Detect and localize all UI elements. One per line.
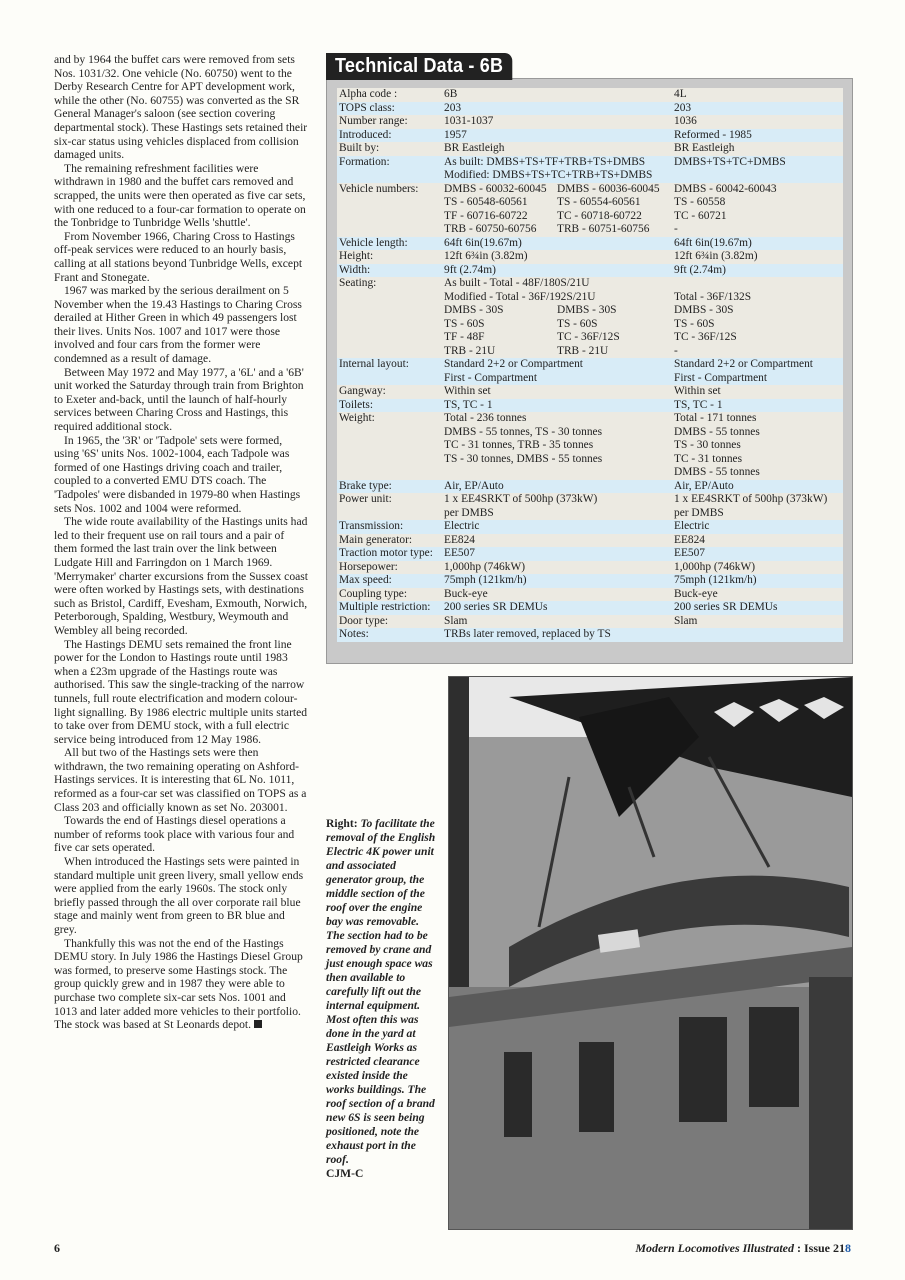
tech-value-4l: Slam	[672, 615, 843, 629]
tech-value-4l: 4L	[672, 88, 843, 102]
tech-label: Traction motor type:	[337, 547, 442, 561]
tech-label	[337, 210, 442, 224]
tech-row	[337, 345, 843, 359]
tech-row	[337, 453, 843, 467]
tech-value-6b: 203	[442, 102, 672, 116]
tech-value-4l: 1036	[672, 115, 843, 129]
tech-value-4l	[672, 169, 843, 183]
tech-row	[337, 210, 843, 224]
caption-lead: Right:	[326, 817, 358, 830]
tech-value-4l: 203	[672, 102, 843, 116]
tech-label: Notes:	[337, 628, 442, 642]
tech-value-6b: As built - Total - 48F/180S/21U	[442, 277, 672, 291]
tech-value-4l: TS, TC - 1	[672, 399, 843, 413]
tech-value-4l: TC - 60721	[672, 210, 843, 224]
issue-label: : Issue 21	[793, 1241, 845, 1255]
body-paragraph: Between May 1972 and May 1977, a '6L' and a '6B' unit worked the Saturday through train from Brighton to Exeter and-back, until the launch of half-hourly services between Charing Cross and Hastings, this required additional stock.	[54, 365, 304, 434]
tech-label	[337, 196, 442, 210]
tech-value-4l: Standard 2+2 or Compartment	[672, 358, 843, 372]
tech-value-4l: per DMBS	[672, 507, 843, 521]
tech-row	[337, 426, 843, 440]
tech-value-4l: 1,000hp (746kW)	[672, 561, 843, 575]
body-paragraph: The Hastings DEMU sets remained the front line power for the London to Hastings route until 1983 when a £23m upgrade of the Hastings route was authorised. This saw the single-tracking of the narrow tunnels, full route electrification and modern colour-light signalling. By 1986 electric multiple units started to take over from DEMU stock, with a full electric service being introduced from 12 May 1986.	[54, 637, 308, 746]
tech-label: Power unit:	[337, 493, 442, 507]
tech-row	[337, 399, 843, 413]
tech-value-6b: 1 x EE4SRKT of 500hp (373kW)	[442, 493, 672, 507]
tech-row	[337, 534, 843, 548]
tech-value-6b-modified: DMBS - 60036-60045	[555, 183, 672, 197]
tech-value-6b: 75mph (121km/h)	[442, 574, 672, 588]
tech-value-6b: 200 series SR DEMUs	[442, 601, 672, 615]
tech-value-4l: TS - 60558	[672, 196, 843, 210]
tech-label	[337, 439, 442, 453]
tech-label: TOPS class:	[337, 102, 442, 116]
tech-row	[337, 358, 843, 372]
tech-value-4l: 200 series SR DEMUs	[672, 601, 843, 615]
magazine-name: Modern Locomotives Illustrated	[635, 1241, 794, 1255]
article-body	[54, 53, 308, 1032]
tech-value-6b: Buck-eye	[442, 588, 672, 602]
tech-label: Transmission:	[337, 520, 442, 534]
tech-row	[337, 277, 843, 291]
tech-value-4l: Within set	[672, 385, 843, 399]
tech-value-6b: DMBS - 55 tonnes, TS - 30 tonnes	[442, 426, 672, 440]
tech-value-4l: DMBS+TS+TC+DMBS	[672, 156, 843, 170]
tech-value-4l: 12ft 6¾in (3.82m)	[672, 250, 843, 264]
tech-value-6b-modified: TS - 60554-60561	[555, 196, 672, 210]
tech-value-6b: Electric	[442, 520, 672, 534]
technical-data-title: Technical Data - 6B	[326, 53, 512, 80]
tech-label	[337, 507, 442, 521]
photo-caption	[326, 817, 438, 1181]
body-paragraph: From November 1966, Charing Cross to Hastings off-peak services were reduced to an hourly basis, calling at all stations beyond Tunbridge Wells, except Frant and Stonegate.	[54, 229, 303, 284]
tech-label: Max speed:	[337, 574, 442, 588]
tech-value-6b: EE507	[442, 547, 672, 561]
tech-row	[337, 412, 843, 426]
tech-row	[337, 183, 843, 197]
tech-label: Door type:	[337, 615, 442, 629]
tech-value-4l: Buck-eye	[672, 588, 843, 602]
tech-label	[337, 372, 442, 386]
tech-value-4l: 1 x EE4SRKT of 500hp (373kW)	[672, 493, 843, 507]
tech-label: Weight:	[337, 412, 442, 426]
tech-label: Internal layout:	[337, 358, 442, 372]
tech-value-4l: Total - 171 tonnes	[672, 412, 843, 426]
tech-label: Introduced:	[337, 129, 442, 143]
tech-value-6b: TF - 60716-60722	[442, 210, 555, 224]
tech-value-6b: TS - 30 tonnes, DMBS - 55 tonnes	[442, 453, 672, 467]
photo-roof-section-crane	[448, 676, 853, 1230]
tech-row	[337, 439, 843, 453]
tech-value-6b: 1957	[442, 129, 672, 143]
tech-row	[337, 318, 843, 332]
tech-label: Width:	[337, 264, 442, 278]
tech-label: Seating:	[337, 277, 442, 291]
tech-value-6b-modified: TC - 36F/12S	[555, 331, 672, 345]
tech-label	[337, 304, 442, 318]
tech-value-6b: 1031-1037	[442, 115, 672, 129]
tech-value-6b: As built: DMBS+TS+TF+TRB+TS+DMBS	[442, 156, 672, 170]
page-number: 6	[54, 1241, 60, 1255]
tech-value-4l: Air, EP/Auto	[672, 480, 843, 494]
tech-value-6b: TS - 60548-60561	[442, 196, 555, 210]
tech-value-6b: 6B	[442, 88, 672, 102]
tech-row	[337, 129, 843, 143]
tech-row	[337, 628, 843, 642]
tech-row	[337, 156, 843, 170]
photo-illustration	[449, 677, 852, 1229]
tech-value-6b: 12ft 6¾in (3.82m)	[442, 250, 672, 264]
tech-row	[337, 466, 843, 480]
tech-value-6b: BR Eastleigh	[442, 142, 672, 156]
tech-value-6b-modified: TC - 60718-60722	[555, 210, 672, 224]
tech-value-4l: DMBS - 55 tonnes	[672, 466, 843, 480]
tech-value-4l: DMBS - 55 tonnes	[672, 426, 843, 440]
tech-row	[337, 264, 843, 278]
tech-row	[337, 223, 843, 237]
tech-value-6b-modified: DMBS - 30S	[555, 304, 672, 318]
tech-row	[337, 304, 843, 318]
tech-value-4l: 75mph (121km/h)	[672, 574, 843, 588]
tech-label	[337, 318, 442, 332]
tech-row	[337, 115, 843, 129]
tech-row	[337, 615, 843, 629]
tech-value-4l: Total - 36F/132S	[672, 291, 843, 305]
tech-row	[337, 574, 843, 588]
body-paragraph: All but two of the Hastings sets were then withdrawn, the two remaining operating on Ashford-Hastings services. It is interesting that 6L No. 1011, reformed as a four-car set was classified on TOPS as a Class 203 and officially known as set No. 203001.	[54, 746, 307, 814]
tech-value-4l: 64ft 6in(19.67m)	[672, 237, 843, 251]
tech-label: Formation:	[337, 156, 442, 170]
tech-value-6b	[442, 466, 672, 480]
tech-value-6b: Total - 236 tonnes	[442, 412, 672, 426]
tech-value-4l: EE507	[672, 547, 843, 561]
tech-value-6b: TF - 48F	[442, 331, 555, 345]
tech-value-4l: BR Eastleigh	[672, 142, 843, 156]
tech-row	[337, 331, 843, 345]
tech-value-4l: DMBS - 30S	[672, 304, 843, 318]
tech-value-4l: TS - 60S	[672, 318, 843, 332]
tech-value-6b: Modified - Total - 36F/192S/21U	[442, 291, 672, 305]
tech-value-4l: 9ft (2.74m)	[672, 264, 843, 278]
tech-row	[337, 385, 843, 399]
tech-value-6b: 64ft 6in(19.67m)	[442, 237, 672, 251]
tech-value-4l	[672, 277, 843, 291]
tech-value-6b: Standard 2+2 or Compartment	[442, 358, 672, 372]
tech-value-4l: DMBS - 60042-60043	[672, 183, 843, 197]
tech-value-4l: -	[672, 345, 843, 359]
tech-row	[337, 507, 843, 521]
tech-value-6b-modified: TRB - 21U	[555, 345, 672, 359]
tech-label	[337, 345, 442, 359]
tech-row	[337, 169, 843, 183]
tech-value-4l: First - Compartment	[672, 372, 843, 386]
tech-label	[337, 223, 442, 237]
tech-label: Toilets:	[337, 399, 442, 413]
tech-row	[337, 196, 843, 210]
tech-value-6b: Within set	[442, 385, 672, 399]
tech-value-4l: TC - 31 tonnes	[672, 453, 843, 467]
tech-row	[337, 493, 843, 507]
tech-value-6b: 9ft (2.74m)	[442, 264, 672, 278]
tech-value-6b: Air, EP/Auto	[442, 480, 672, 494]
tech-row	[337, 88, 843, 102]
tech-value-6b: Slam	[442, 615, 672, 629]
body-paragraph: The remaining refreshment facilities were withdrawn in 1980 and the buffet cars removed and scrapped, the units were then operated as five car sets, with one reduced to a four-car formation to operate on the Tonbridge to Tunbridge Wells 'shuttle'.	[54, 161, 306, 230]
tech-label	[337, 291, 442, 305]
tech-value-4l: -	[672, 223, 843, 237]
tech-row	[337, 547, 843, 561]
tech-label	[337, 331, 442, 345]
body-paragraph: The wide route availability of the Hastings units had led to their frequent use on rail tours and a pair of them formed the last train over the link between Ludgate Hill and Farringdon on 1 March 1969. 'Merrymaker' charter excursions from the Sussex coast were often worked by Hastings sets, with destinations such as Bristol, Cardiff, Evesham, Exmouth, Norwich, Peterborough, Spalding, Westbury, Weymouth and Wembley all being recorded.	[54, 515, 309, 637]
issue-digit: 8	[845, 1241, 851, 1255]
tech-row	[337, 520, 843, 534]
tech-value-6b: per DMBS	[442, 507, 672, 521]
tech-row	[337, 237, 843, 251]
tech-value-6b: 1,000hp (746kW)	[442, 561, 672, 575]
tech-value-6b: TS, TC - 1	[442, 399, 672, 413]
tech-value-6b: DMBS - 60032-60045	[442, 183, 555, 197]
technical-data-table	[337, 88, 843, 642]
tech-value-4l: EE824	[672, 534, 843, 548]
tech-label: Number range:	[337, 115, 442, 129]
photo-credit: CJM-C	[326, 1167, 364, 1180]
tech-label: Gangway:	[337, 385, 442, 399]
tech-label: Horsepower:	[337, 561, 442, 575]
tech-row	[337, 601, 843, 615]
tech-value-6b: TS - 60S	[442, 318, 555, 332]
tech-label: Vehicle numbers:	[337, 183, 442, 197]
footer-title	[635, 1241, 851, 1256]
body-paragraph: When introduced the Hastings sets were painted in standard multiple unit green livery, small yellow ends were applied from the early 1960s. The stock only briefly passed through the all over corporate rail blue stage and mainly went from green to BR blue and grey.	[54, 855, 304, 936]
tech-value-6b-modified: TRB - 60751-60756	[555, 223, 672, 237]
tech-value-6b: Modified: DMBS+TS+TC+TRB+TS+DMBS	[442, 169, 672, 183]
tech-value-4l: TC - 36F/12S	[672, 331, 843, 345]
tech-label: Coupling type:	[337, 588, 442, 602]
tech-label: Height:	[337, 250, 442, 264]
tech-row	[337, 480, 843, 494]
tech-value-6b: TRB - 21U	[442, 345, 555, 359]
tech-row	[337, 142, 843, 156]
tech-label	[337, 466, 442, 480]
tech-label	[337, 169, 442, 183]
tech-label	[337, 453, 442, 467]
tech-value-6b: EE824	[442, 534, 672, 548]
tech-row	[337, 561, 843, 575]
tech-value-6b-modified: TS - 60S	[555, 318, 672, 332]
tech-value-6b: TC - 31 tonnes, TRB - 35 tonnes	[442, 439, 672, 453]
tech-value-4l: Electric	[672, 520, 843, 534]
tech-row	[337, 588, 843, 602]
body-paragraph: and by 1964 the buffet cars were removed from sets Nos. 1031/32. One vehicle (No. 60750) went to the Derby Research Centre for APT development work, while the other (No. 60755) was converted as the SR General Manager's saloon (see section covering departmental stock). These Hastings sets retained their six-car status using vehicles displaced from collision damaged units.	[54, 53, 308, 162]
tech-value-6b: TRBs later removed, replaced by TS	[442, 628, 672, 642]
tech-row	[337, 372, 843, 386]
tech-row	[337, 291, 843, 305]
body-paragraph: In 1965, the '3R' or 'Tadpole' sets were formed, using '6S' units Nos. 1002-1004, each Tadpole was formed of one Hastings driving coach and trailer, coupled to a converted EMU DTS coach. The 'Tadpoles' were disbanded in 1979-80 when Hastings sets Nos. 1002 and 1004 were reformed.	[54, 433, 301, 515]
body-paragraph: Towards the end of Hastings diesel operations a number of reforms took place with various four and five car sets operated.	[54, 814, 295, 855]
body-paragraph: Thankfully this was not the end of the Hastings DEMU story. In July 1986 the Hastings Diesel Group was formed, to preserve some Hastings stock. The group quickly grew and in 1987 they were able to purchase two complete six-car sets Nos. 1001 and 1013 and later added more vehicles to their portfolio. The stock was based at St Leonards depot.	[54, 936, 303, 1032]
tech-value-6b: First - Compartment	[442, 372, 672, 386]
tech-label: Multiple restriction:	[337, 601, 442, 615]
tech-value-4l: Reformed - 1985	[672, 129, 843, 143]
body-paragraph: 1967 was marked by the serious derailment on 5 November when the 19.43 Hastings to Charing Cross derailed at Hither Green in which 49 passengers lost their lives. Units Nos. 1007 and 1017 were those involved and four cars from the former were condemned as a result of damage.	[54, 284, 302, 366]
caption-text: To facilitate the removal of the English Electric 4K power unit and associated generator group, the middle section of the roof over the engine bay was removable. The section had to be removed by crane and just enough space was then available to carefully lift out the internal equipment. Most often this was done in the yard at Eastleigh Works as restricted clearance existed inside the works buildings. The roof section of a brand new 6S is seen being positioned, note the exhaust port in the roof.	[326, 817, 436, 1166]
tech-label: Built by:	[337, 142, 442, 156]
tech-label: Brake type:	[337, 480, 442, 494]
tech-value-4l	[672, 628, 843, 642]
tech-label: Vehicle length:	[337, 237, 442, 251]
end-of-article-mark	[254, 1020, 262, 1028]
tech-row	[337, 102, 843, 116]
tech-label: Alpha code :	[337, 88, 442, 102]
tech-value-4l: TS - 30 tonnes	[672, 439, 843, 453]
tech-value-6b: TRB - 60750-60756	[442, 223, 555, 237]
tech-label: Main generator:	[337, 534, 442, 548]
tech-value-6b: DMBS - 30S	[442, 304, 555, 318]
tech-row	[337, 250, 843, 264]
tech-label	[337, 426, 442, 440]
